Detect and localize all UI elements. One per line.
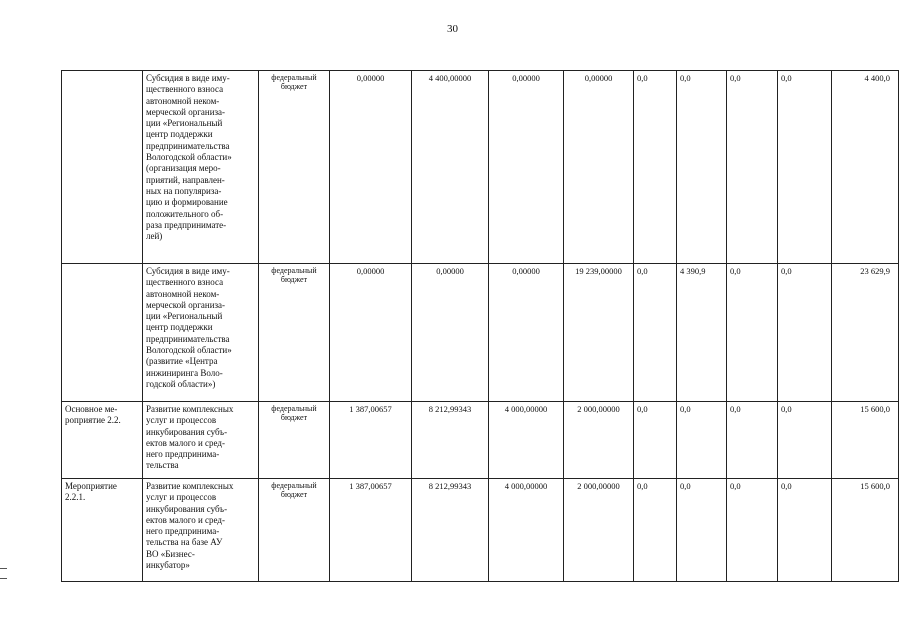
table-row [62,71,899,264]
margin-mark [0,578,7,579]
name-line: него предпринима- [146,526,220,537]
name-line: услуг и процессов [146,415,217,426]
margin-mark [0,568,7,569]
table-row [62,264,899,402]
name-line: мерческой организа- [146,106,226,117]
name-line: раза предпринимате- [146,219,227,230]
row-code [62,479,143,582]
name-line: щественного взноса [146,84,224,95]
amount-cell: 0,0 [778,402,832,479]
amount-cell: 0,0 [727,479,778,582]
code-line: роприятие 2.2. [65,415,121,426]
funding-source: федеральный бюджет [259,402,330,479]
row-total: 23 629,9 [832,264,899,402]
name-line: тельства на базе АУ [146,537,223,548]
name-line: ектов малого и сред- [146,437,225,448]
name-line: предпринимательства [146,140,230,151]
row-total: 4 400,0 [832,71,899,264]
row-code [62,402,143,479]
name-line: (развитие «Центра [146,356,218,367]
row-name [143,479,259,582]
row-total: 15 600,0 [832,402,899,479]
amount-cell: 4 400,00000 [412,71,489,264]
funding-source: федеральный бюджет [259,479,330,582]
code-line: 2.2.1. [65,492,86,503]
amount-cell: 0,0 [727,402,778,479]
name-line: Развитие комплексных [146,481,234,491]
amount-cell: 8 212,99343 [412,479,489,582]
name-line: центр поддержки [146,129,213,140]
amount-cell: 0,00000 [412,264,489,402]
amount-cell: 0,0 [634,264,677,402]
row-name [143,264,259,402]
name-line: годской области») [146,378,216,389]
amount-cell: 0,0 [677,71,727,264]
name-line: Субсидия в виде иму- [146,73,230,83]
name-line: тельства [146,460,179,471]
row-name [143,71,259,264]
amount-cell: 1 387,00657 [330,402,412,479]
name-line: центр поддержки [146,322,213,333]
name-line: предпринимательства [146,333,230,344]
amount-cell: 1 387,00657 [330,479,412,582]
name-line: положительного об- [146,208,224,219]
amount-cell: 0,0 [778,479,832,582]
name-line: мерческой организа- [146,299,226,310]
row-name [143,402,259,479]
amount-cell: 0,0 [634,71,677,264]
amount-cell: 0,0 [778,264,832,402]
amount-cell: 0,00000 [330,71,412,264]
amount-cell: 0,00000 [564,71,634,264]
budget-table [61,70,899,582]
amount-cell: 0,00000 [330,264,412,402]
name-line: инкубирования субъ- [146,503,228,514]
name-line: Развитие комплексных [146,404,234,414]
amount-cell: 0,0 [634,479,677,582]
amount-cell: 2 000,00000 [564,402,634,479]
name-line: инкубирования субъ- [146,426,228,437]
amount-cell: 0,00000 [489,71,564,264]
name-line: ных на популяриза- [146,185,222,196]
amount-cell: 8 212,99343 [412,402,489,479]
code-line: Основное ме- [65,404,118,414]
page-number: 30 [447,23,458,35]
table-row [62,479,899,582]
amount-cell: 0,0 [778,71,832,264]
name-line: (организация меро- [146,163,221,174]
row-code [62,71,143,264]
amount-cell: 4 390,9 [677,264,727,402]
row-total: 15 600,0 [832,479,899,582]
amount-cell: 0,0 [677,402,727,479]
name-line: Вологодской области» [146,345,232,356]
name-line: инкубатор» [146,560,190,571]
funding-source: федеральный бюджет [259,264,330,402]
name-line: услуг и процессов [146,492,217,503]
funding-source: федеральный бюджет [259,71,330,264]
table-row [62,402,899,479]
name-line: Субсидия в виде иму- [146,266,230,276]
name-line: автономной неком- [146,95,220,106]
code-line: Мероприятие [65,481,117,491]
amount-cell: 0,0 [727,264,778,402]
name-line: ции «Региональный [146,311,223,322]
name-line: автономной неком- [146,288,220,299]
name-line: него предпринима- [146,449,220,460]
name-line: приятий, направлен- [146,174,225,185]
name-line: ВО «Бизнес- [146,548,195,559]
amount-cell: 4 000,00000 [489,402,564,479]
amount-cell: 0,0 [677,479,727,582]
amount-cell: 2 000,00000 [564,479,634,582]
name-line: цию и формирование [146,197,228,208]
row-code [62,264,143,402]
amount-cell: 0,0 [634,402,677,479]
name-line: Вологодской области» [146,152,232,163]
name-line: инжиниринга Воло- [146,367,223,378]
amount-cell: 19 239,00000 [564,264,634,402]
amount-cell: 4 000,00000 [489,479,564,582]
name-line: лей) [146,231,163,242]
name-line: ции «Региональный [146,118,223,129]
amount-cell: 0,00000 [489,264,564,402]
name-line: ектов малого и сред- [146,514,225,525]
amount-cell: 0,0 [727,71,778,264]
name-line: щественного взноса [146,277,224,288]
